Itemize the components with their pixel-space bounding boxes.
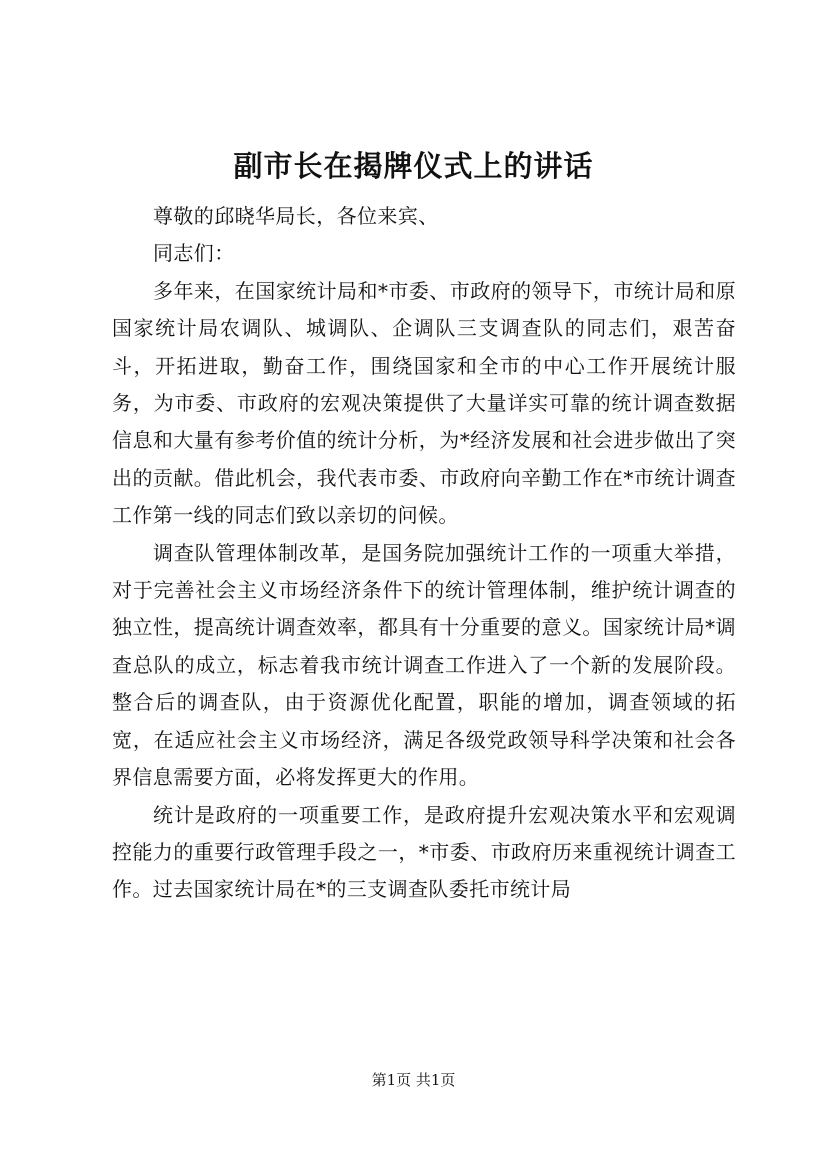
document-body — [112, 198, 736, 909]
paragraph-2: 调查队管理体制改革，是国务院加强统计工作的一项重大举措，对于完善社会主义市场经济条件下的统计管理体制，维护统计调查的独立性，提高统计调查效率，都具有十分重要的意义。国家统计局*调查总队的成立，标志着我市统计调查工作进入了一个新的发展阶段。整合后的调查队，由于资源优化配置，职能的增加，调查领域的拓宽，在适应社会主义市场经济，满足各级党政领导科学决策和社会各界信息需要方面，必将发挥更大的作用。 — [112, 540, 736, 790]
paragraph-1: 多年来，在国家统计局和*市委、市政府的领导下，市统计局和原国家统计局农调队、城调队、企调队三支调查队的同志们，艰苦奋斗，开拓进取，勤奋工作，围绕国家和全市的中心工作开展统计服务，为市委、市政府的宏观决策提供了大量详实可靠的统计调查数据信息和大量有参考价值的统计分析，为*经济发展和社会进步做出了突出的贡献。借此机会，我代表市委、市政府向辛勤工作在*市统计调查工作第一线的同志们致以亲切的问候。 — [112, 278, 736, 528]
document-title: 副市长在揭牌仪式上的讲话 — [233, 149, 594, 183]
salutation-line-2: 同志们： — [153, 241, 235, 266]
paragraph-3: 统计是政府的一项重要工作，是政府提升宏观决策水平和宏观调控能力的重要行政管理手段之一，*市委、市政府历来重视统计调查工作。过去国家统计局在*的三支调查队委托市统计局 — [112, 802, 736, 902]
salutation-line-1: 尊敬的邱晓华局长，各位来宾、 — [153, 204, 439, 228]
page-footer: 第1页 共1页 — [371, 1071, 456, 1089]
